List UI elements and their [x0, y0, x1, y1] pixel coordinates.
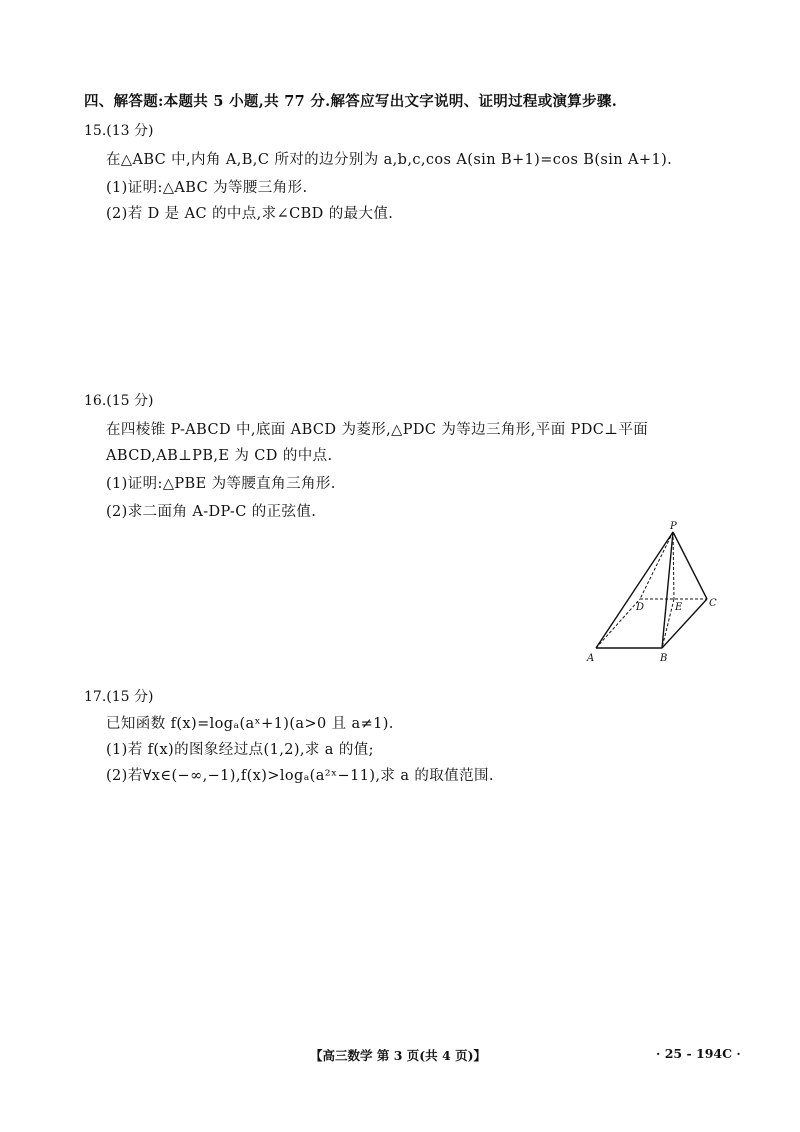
edge-PA	[596, 532, 673, 648]
question-17-stem: 已知函数 f(x)=logₐ(aˣ+1)(a>0 且 a≠1).	[106, 716, 394, 732]
question-16-part-2: (2)求二面角 A-DP-C 的正弦值.	[106, 504, 317, 520]
question-15-part-2: (2)若 D 是 AC 的中点,求∠CBD 的最大值.	[106, 206, 394, 222]
edge-PE	[673, 532, 674, 599]
edge-AD	[596, 599, 640, 648]
question-16-stem-line-1: 在四棱锥 P-ABCD 中,底面 ABCD 为菱形,△PDC 为等边三角形,平面 PDC⊥平面	[106, 422, 649, 438]
question-16-number: 16.(15 分)	[84, 393, 154, 409]
question-17-number: 17.(15 分)	[84, 689, 154, 705]
label-D: D	[636, 602, 645, 613]
question-15-stem: 在△ABC 中,内角 A,B,C 所对的边分别为 a,b,c,cos A(sin B+1)=cos B(sin A+1).	[106, 152, 673, 168]
section-title: 四、解答题:本题共 5 小题,共 77 分.解答应写出文字说明、证明过程或演算步骤.	[84, 93, 618, 110]
question-16-part-1: (1)证明:△PBE 为等腰直角三角形.	[106, 476, 336, 492]
question-15-part-1: (1)证明:△ABC 为等腰三角形.	[106, 180, 308, 196]
label-B: B	[660, 653, 668, 664]
question-16-stem-line-2: ABCD,AB⊥PB,E 为 CD 的中点.	[106, 448, 333, 464]
pyramid-figure	[578, 518, 728, 668]
label-P: P	[670, 521, 677, 532]
question-17-part-2: (2)若∀x∈(−∞,−1),f(x)>logₐ(a²ˣ−11),求 a 的取值范围.	[106, 768, 494, 784]
label-A: A	[587, 653, 595, 664]
question-17-part-1: (1)若 f(x)的图象经过点(1,2),求 a 的值;	[106, 742, 374, 758]
page-footer: 【高三数学 第 3 页(共 4 页)】	[310, 1048, 486, 1063]
exam-code: · 25 - 194C ·	[656, 1046, 741, 1061]
edge-PC	[673, 532, 707, 599]
label-E: E	[675, 602, 683, 613]
label-C: C	[709, 598, 717, 609]
question-15-number: 15.(13 分)	[84, 123, 154, 139]
edge-BC	[662, 599, 707, 648]
edge-PB	[662, 532, 673, 648]
